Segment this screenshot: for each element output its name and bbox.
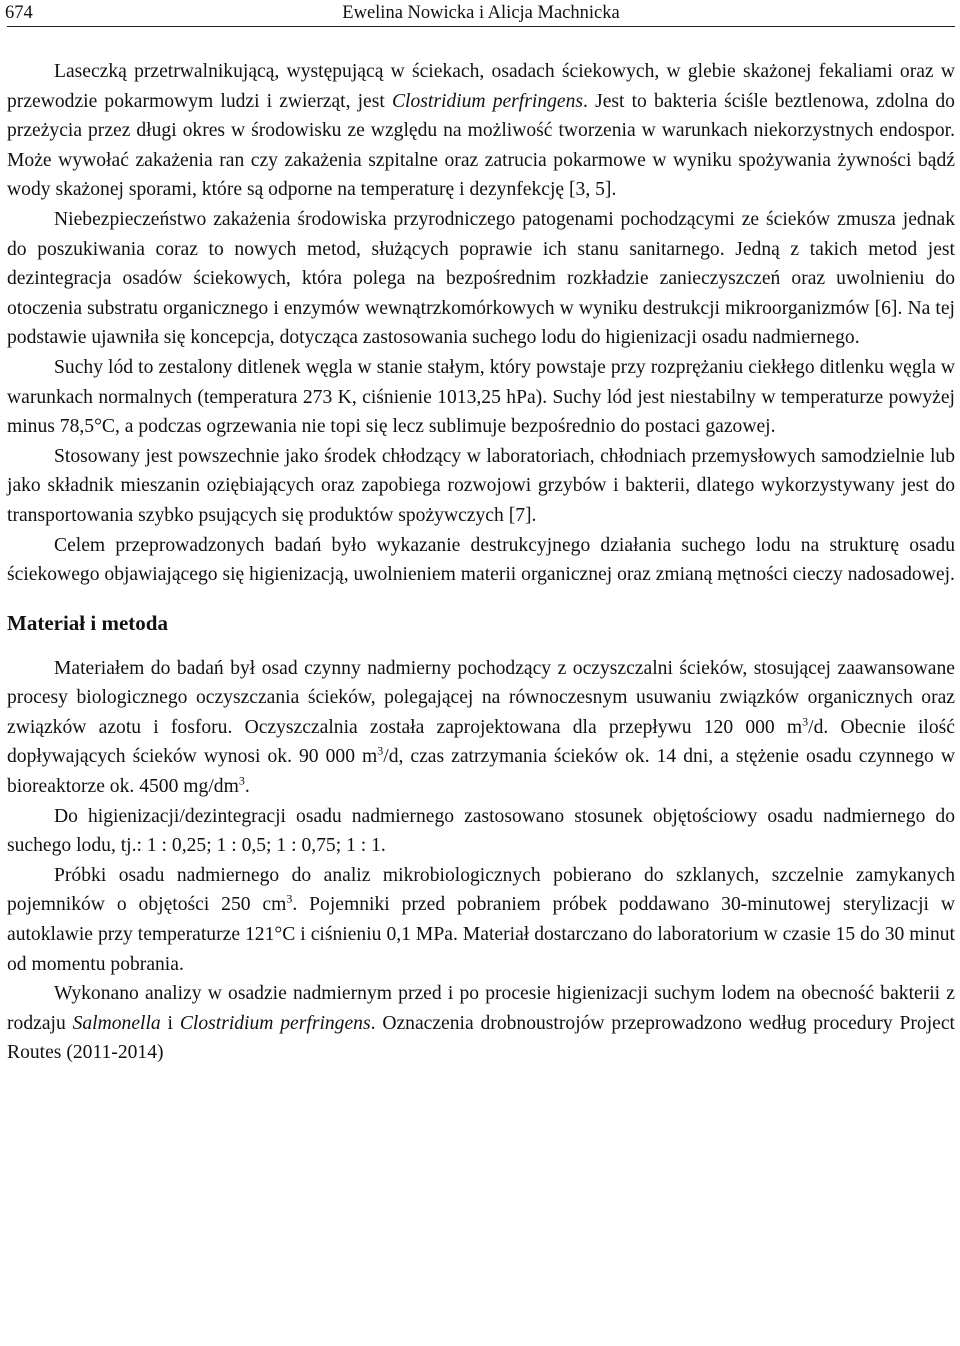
paragraph: Wykonano analizy w osadzie nadmiernym przed i po procesie higienizacji suchym lodem na obecność bakterii z rodzaju Salmonella i Clostridium perfringens. Oznaczenia drobnoustrojów przeprowadzono według procedury Project Routes (2011-2014) xyxy=(7,983,955,1064)
species-name: Clostridium perfringens xyxy=(179,1012,371,1034)
species-name: Salmonella xyxy=(72,1012,161,1034)
running-header-authors: Ewelina Nowicka i Alicja Machnicka xyxy=(342,3,620,23)
paragraph: Stosowany jest powszechnie jako środek chłodzący w laboratoriach, chłodniach przemysłowych samodzielnie lub jako składnik mieszanin oziębiających oraz zapobiega rozwojowi grzybów i bakterii, dlatego wykorzystywany jest do transportowania szybko psujących się produktów spożywczych [7]. xyxy=(7,445,955,526)
paragraph: Niebezpieczeństwo zakażenia środowiska przyrodniczego patogenami pochodzącymi ze ścieków zmusza jednak do poszukiwania coraz to nowych metod, służących poprawie ich stanu sanitarnego. Jedną z takich metod jest dezintegracja osadów ściekowych, która polega na bezpośrednim rozkładzie zanieczyszczeń oraz uwolnieniu do otoczenia substratu organicznego i enzymów wewnątrzkomórkowych w wyniku destrukcji mikroorganizmów [6]. Na tej podstawie ujawniła się koncepcja, dotycząca zastosowania suchego lodu do higienizacji osadu nadmiernego. xyxy=(7,208,955,349)
section-heading-wrap xyxy=(7,590,955,654)
paragraph: Suchy lód to zestalony ditlenek węgla w stanie stałym, który powstaje przy rozprężaniu ciekłego ditlenku węgla w warunkach normalnych (temperatura 273 K, ciśnienie 1013,25 hPa). Suchy lód jest niestabilny w temperaturze powyżej minus 78,5°C, a podczas ogrzewania nie topi się lecz sublimuje bezpośrednio do postaci gazowej. xyxy=(7,356,955,438)
paragraph: Materiałem do badań był osad czynny nadmierny pochodzący z oczyszczalni ścieków, stosującej zaawansowane procesy biologicznego oczyszczania ścieków, polegającej na równoczesnym usuwaniu związków organicznych oraz związków azotu i fosforu. Oczyszczalnia została zaprojektowana dla przepływu 120 000 $m^3/d$. Obecnie ilość dopływających ścieków wynosi ok. 90 000 $m^3/d$, czas zatrzymania ścieków ok. 14 dni, a stężenie osadu czynnego w bioreaktorze ok. 4500 $mg/dm^3$. xyxy=(7,657,955,798)
page-number: 674 xyxy=(5,3,33,23)
page xyxy=(5,0,955,1064)
paragraph: Do higienizacji/dezintegracji osadu nadmiernego zastosowano stosunek objętościowy osadu nadmiernego do suchego lodu, tj.: 1 : 0,25; 1 : 0,5; 1 : 0,75; 1 : 1. xyxy=(7,805,955,857)
paragraph: Celem przeprowadzonych badań było wykazanie destrukcyjnego działania suchego lodu na strukturę osadu ściekowego objawiającego się higienizacją, uwolnieniem materii organicznej oraz zmianą mętności cieczy nadosadowej. xyxy=(7,534,955,586)
species-name: Clostridium perfringens xyxy=(391,90,584,112)
section-heading: Materiał i metoda xyxy=(7,610,168,635)
body-text xyxy=(7,57,955,1068)
running-header xyxy=(7,0,955,27)
paragraph: Próbki osadu nadmiernego do analiz mikrobiologicznych pobierano do szklanych, szczelnie zamykanych pojemników o objętości 250 $cm^3$. Pojemniki przed pobraniem próbek poddawano 30-minutowej sterylizacji w autoklawie przy temperaturze 121°C i ciśnieniu 0,1 MPa. Materiał dostarczano do laboratorium w czasie 15 do 30 minut od momentu pobrania. xyxy=(7,864,955,975)
paragraph: Laseczką przetrwalnikującą, występującą w ściekach, osadach ściekowych, w glebie skażonej fekaliami oraz w przewodzie pokarmowym ludzi i zwierząt, jest Clostridium perfringens. Jest to bakteria ściśle beztlenowa, zdolna do przeżycia przez długi okres w środowisku ze względu na możliwość tworzenia w warunkach niekorzystnych endospor. Może wywołać zakażenia ran czy zakażenia szpitalne oraz zatrucia pokarmowe w wyniku spożywania żywności bądź wody skażonej sporami, które są odporne na temperaturę i dezynfekcję [3, 5]. xyxy=(7,61,955,201)
